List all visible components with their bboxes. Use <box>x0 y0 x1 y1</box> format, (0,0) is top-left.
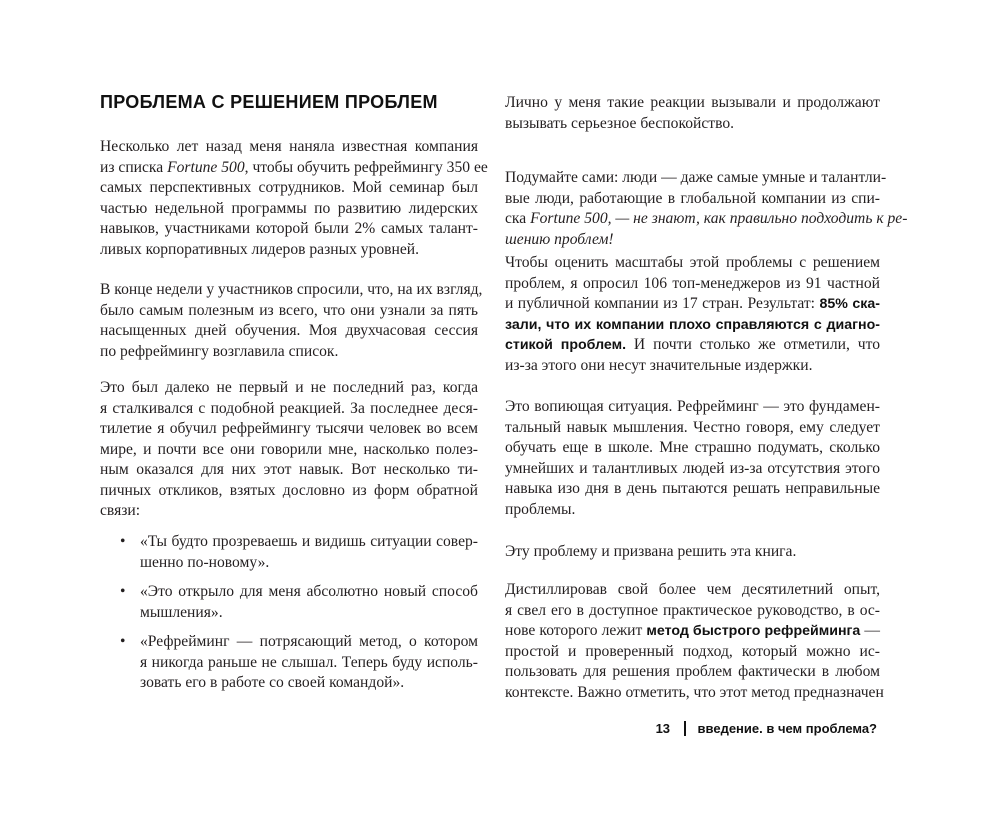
text-segment: мышления». <box>140 603 223 621</box>
text-line <box>505 397 880 418</box>
paragraph <box>505 168 908 250</box>
text-line <box>100 137 478 158</box>
text-line <box>140 553 478 574</box>
text-segment: «Рефрейминг — потрясающий метод, о котором <box>140 633 478 650</box>
emphasis-bold: зали, что их компании плохо справляются с диагно- <box>505 316 880 333</box>
paragraph <box>505 253 880 376</box>
bullet-icon: • <box>120 633 126 650</box>
text-line <box>100 158 488 179</box>
text-line <box>100 219 478 240</box>
text-segment: тальный навык мышления. Честно говоря, ему следует <box>505 418 880 436</box>
paragraph <box>100 280 483 362</box>
text-segment: из-за этого они несут значительные издержки. <box>505 356 813 374</box>
text-segment: ным оказался для них этот навык. Вот несколько ти- <box>100 461 478 478</box>
text-segment: частью недельной программы по развитию лидерских <box>100 199 478 217</box>
text-line <box>100 501 478 522</box>
bullet-item <box>120 582 478 623</box>
emphasis-italic: Fortune 500 <box>167 158 245 176</box>
paragraph <box>505 580 884 703</box>
text-line <box>505 253 880 274</box>
text-line <box>505 418 880 439</box>
text-segment: самых перспективных сотрудников. Мой семинар был <box>100 179 478 196</box>
text-segment: Эту проблему и призвана решить эта книга. <box>505 543 797 560</box>
text-segment: И почти столько же отметили, что <box>626 336 880 353</box>
text-line <box>140 532 478 553</box>
text-segment: Несколько лет назад меня наняла известная компания <box>100 138 478 155</box>
text-line <box>505 168 887 189</box>
text-segment: тилетие я обучил рефреймингу тысячи человек во всем <box>100 420 478 437</box>
text-segment: я сталкивался с подобной реакцией. За последнее деся- <box>100 399 478 417</box>
text-segment: , чтобы обучить рефреймингу 350 ее <box>244 158 488 176</box>
text-line <box>505 294 880 315</box>
text-line <box>100 378 478 399</box>
text-line <box>100 301 478 322</box>
text-line <box>505 542 880 563</box>
text-line <box>100 240 478 261</box>
text-line <box>505 580 880 601</box>
emphasis-bold: стикой проблем. <box>505 337 627 353</box>
emphasis-italic: Fortune 500, — не знают, как правильно подходить к ре- <box>530 210 908 227</box>
paragraph <box>505 93 880 134</box>
text-line <box>505 315 880 336</box>
text-segment: проблемы. <box>505 500 576 518</box>
bullet-icon: • <box>120 583 126 600</box>
text-line <box>505 479 880 500</box>
bullet-icon: • <box>120 533 126 550</box>
text-segment: умнейших и талантливых людей из-за отсутствия этого <box>505 459 880 477</box>
text-segment: пичных откликов, взятых дословно из форм обратной <box>100 481 478 499</box>
text-segment: я никогда раньше не слышал. Теперь буду исполь- <box>140 653 478 671</box>
text-segment: мире, и почти все они говорили мне, насколько полез- <box>100 440 478 458</box>
text-segment: ливых корпоративных лидеров разных уровней. <box>100 240 420 258</box>
text-segment: связи: <box>100 502 141 519</box>
text-line <box>505 642 880 663</box>
text-line <box>505 459 880 480</box>
running-head: введение. в чем проблема? <box>697 721 877 736</box>
bullet-item <box>120 632 478 694</box>
text-segment: Это вопиющая ситуация. Рефрейминг — это фундамен- <box>505 398 880 415</box>
text-line <box>505 621 880 642</box>
paragraph <box>505 542 880 563</box>
text-segment: пользовать для решения проблем фактически в любом <box>505 663 880 680</box>
text-line <box>505 683 884 704</box>
section-heading: ПРОБЛЕМА С РЕШЕНИЕМ ПРОБЛЕМ <box>100 92 438 112</box>
text-segment: Чтобы оценить масштабы этой проблемы с решением <box>505 254 880 271</box>
text-line <box>100 419 478 440</box>
text-line <box>505 335 880 356</box>
text-line <box>140 603 478 624</box>
emphasis-bold: метод быстрого рефрейминга <box>646 623 861 639</box>
footer-divider <box>684 721 686 736</box>
text-line <box>505 114 880 135</box>
text-segment: «Это открыло для меня абсолютно новый способ <box>140 583 478 600</box>
text-line <box>100 399 478 420</box>
text-line <box>505 209 908 230</box>
text-segment: вызывать серьезное беспокойство. <box>505 114 735 132</box>
text-segment: навыков, участниками которой были 2% самых талант- <box>100 220 478 237</box>
text-line <box>505 274 880 295</box>
emphasis-bold: 85% ска- <box>819 296 880 312</box>
text-segment: я свел его в доступное практическое руководство, в ос- <box>505 601 880 619</box>
text-segment: «Ты будто прозреваешь и видишь ситуации совер- <box>140 533 478 550</box>
text-segment: зовать его в работе со своей командой». <box>140 674 405 691</box>
text-segment: контексте. Важно отметить, что этот метод предназначен <box>505 683 884 701</box>
text-segment: простой и проверенный подход, который можно ис- <box>505 642 880 660</box>
emphasis-italic: шению проблем! <box>505 230 614 248</box>
text-line <box>100 280 483 301</box>
text-segment: — <box>860 622 880 639</box>
text-segment: насыщенных дней обучения. Моя двухчасовая сессия <box>100 322 478 339</box>
text-segment: было самым полезным из всего, что они узнали за пять <box>100 301 478 319</box>
paragraph <box>505 397 880 520</box>
text-line <box>100 178 478 199</box>
text-line <box>140 632 478 653</box>
text-line <box>100 321 478 342</box>
text-segment: ска <box>505 210 531 227</box>
page-number: 13 <box>655 721 671 736</box>
text-line <box>505 189 880 210</box>
text-segment: проблем, я опросил 106 топ-менеджеров из 91 частной <box>505 274 880 292</box>
text-line <box>100 440 478 461</box>
text-segment: Лично у меня такие реакции вызывали и продолжают <box>505 94 880 111</box>
page-footer <box>656 721 877 736</box>
bullet-item <box>120 532 478 573</box>
text-segment: навыка изо дня в день пытаются решать неправильные <box>505 480 880 497</box>
text-line <box>505 438 880 459</box>
text-segment: по рефреймингу возглавила список. <box>100 342 339 360</box>
text-segment: вые люди, работающие в глобальной компании из спи- <box>505 189 880 207</box>
text-segment: Подумайте сами: люди — даже самые умные и талантли- <box>505 169 887 186</box>
text-line <box>505 662 880 683</box>
text-line <box>505 93 880 114</box>
text-line <box>100 460 478 481</box>
text-segment: и публичной компании из 17 стран. Результат: <box>505 295 820 312</box>
paragraph <box>100 137 488 260</box>
text-segment: В конце недели у участников спросили, что, на их взгляд, <box>100 281 483 298</box>
text-line <box>100 342 478 363</box>
text-line <box>100 199 478 220</box>
text-segment: шенно по-новому». <box>140 553 270 571</box>
text-line <box>140 673 478 694</box>
text-segment: обучать еще в школе. Мне страшно подумать, сколько <box>505 439 880 456</box>
text-segment: Дистиллировав свой более чем десятилетний опыт, <box>505 581 880 598</box>
text-segment: нове которого лежит <box>505 622 647 639</box>
text-line <box>100 481 478 502</box>
paragraph <box>100 378 478 522</box>
text-line <box>505 230 880 251</box>
text-line <box>140 582 478 603</box>
text-line <box>505 601 880 622</box>
text-segment: Это был далеко не первый и не последний раз, когда <box>100 379 478 396</box>
text-line <box>505 356 880 377</box>
text-line <box>505 500 880 521</box>
text-line <box>140 653 478 674</box>
text-segment: из списка <box>100 158 168 176</box>
